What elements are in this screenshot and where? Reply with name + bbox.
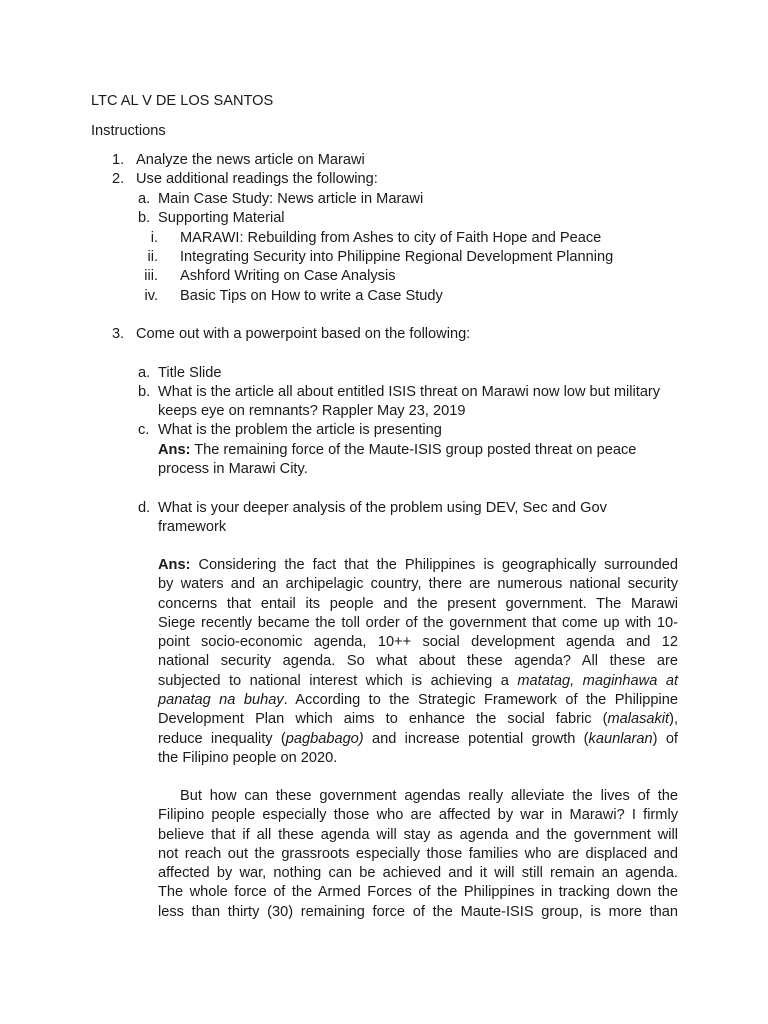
sub3-c-text: What is the problem the article is presenting bbox=[158, 422, 442, 438]
sub3-d-marker: d. bbox=[138, 500, 151, 516]
roman-iii-marker: iii. bbox=[144, 268, 158, 284]
sub3-d-line1: What is your deeper analysis of the problem using DEV, Sec and Gov bbox=[158, 500, 607, 516]
author-header: LTC AL V DE LOS SANTOS bbox=[91, 93, 274, 109]
roman-i-marker: i. bbox=[150, 230, 158, 246]
sub3-a-marker: a. bbox=[138, 365, 151, 381]
roman-iv-text: Basic Tips on How to write a Case Study bbox=[180, 288, 443, 304]
sub3-c-marker: c. bbox=[138, 422, 150, 438]
ans-label: Ans: bbox=[158, 557, 191, 573]
sub2-b-marker: b. bbox=[138, 210, 151, 226]
sub3-c-answer-line1: Ans: The remaining force of the Maute-ISIS group posted threat on peace bbox=[158, 442, 637, 458]
item-1-marker: 1. bbox=[112, 152, 125, 168]
sub3-a-text: Title Slide bbox=[158, 365, 222, 381]
analysis-paragraph-2: But how can these government agendas really alleviate the lives of the Filipino people especially those who are affected by war in Marawi? I firmly believe that if all these agenda will stay as agenda and the government will not reach out the grassroots especially those families who are displaced and affected by war, nothing can be achieved and it will still remain an agenda. The whole force of the Armed Forces of the Philippines in tracking down the less than thirty (30) remaining force of the Maute-ISIS group, is more than bbox=[158, 788, 678, 920]
item-3-text: Come out with a powerpoint based on the following: bbox=[136, 326, 471, 342]
roman-iii-text: Ashford Writing on Case Analysis bbox=[180, 268, 396, 284]
roman-iv-marker: iv. bbox=[144, 288, 158, 304]
sub3-c-answer-line2: process in Marawi City. bbox=[158, 461, 308, 477]
sub3-b-line2: keeps eye on remnants? Rappler May 23, 2019 bbox=[158, 403, 466, 419]
sub2-a-text: Main Case Study: News article in Marawi bbox=[158, 191, 424, 207]
analysis-paragraph-1: Ans: Considering the fact that the Philippines is geographically surrounded by waters and an archipelagic country, there are numerous national security concerns that entail its people and the present government. The Marawi Siege recently became the toll order of the government that come up with 10- point socio-economic agenda, 10++ social development agenda and 12 national security agenda. So what about these agenda? All these are subjected to national interest which is achieving a matatag, maginhawa at panatag na buhay. According to the Strategic Framework of the Philippine Development Plan which aims to enhance the social fabric (malasakit), reduce inequality (pagbabago) and increase potential growth (kaunlaran) of the Filipino people on 2020. bbox=[158, 557, 678, 766]
ans-label: Ans: bbox=[158, 442, 191, 458]
roman-ii-marker: ii. bbox=[147, 249, 158, 265]
sub2-b-text: Supporting Material bbox=[158, 210, 285, 226]
instructions-heading: Instructions bbox=[91, 123, 166, 139]
item-2-text: Use additional readings the following: bbox=[136, 171, 378, 187]
sub3-d-line2: framework bbox=[158, 519, 227, 535]
sub3-b-line1: What is the article all about entitled ISIS threat on Marawi now low but military bbox=[158, 384, 661, 400]
item-2-marker: 2. bbox=[112, 171, 125, 187]
sub3-b-marker: b. bbox=[138, 384, 151, 400]
roman-i-text: MARAWI: Rebuilding from Ashes to city of Faith Hope and Peace bbox=[180, 230, 602, 246]
sub2-a-marker: a. bbox=[138, 191, 151, 207]
roman-ii-text: Integrating Security into Philippine Regional Development Planning bbox=[180, 249, 614, 265]
item-3-marker: 3. bbox=[112, 326, 125, 342]
item-1-text: Analyze the news article on Marawi bbox=[136, 152, 365, 168]
